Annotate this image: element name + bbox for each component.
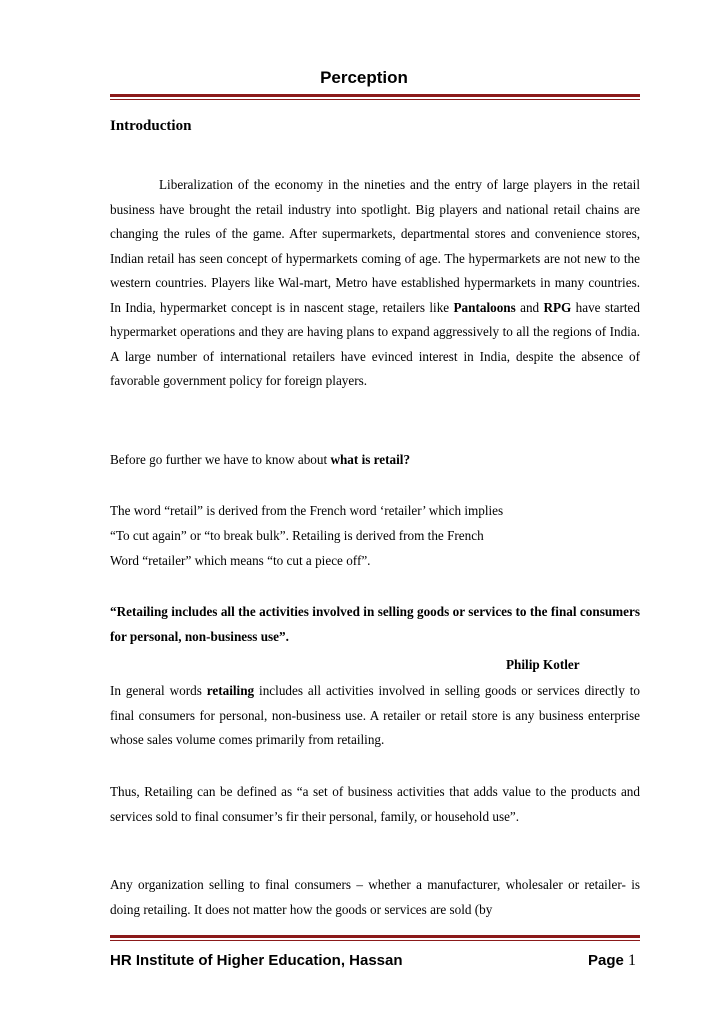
page-title: Perception — [320, 68, 408, 87]
kotler-quote: “Retailing includes all the activities involved in selling goods or services to the final consumers for personal, non-business use”. — [110, 604, 640, 644]
definition-line-3: Word “retailer” which means “to cut a piece off”. — [110, 553, 371, 568]
definition-line-2: “To cut again” or “to break bulk”. Retailing is derived from the French — [110, 528, 484, 543]
header-rule-thin — [110, 99, 640, 100]
organization-paragraph: Any organization selling to final consumers – whether a manufacturer, wholesaler or retailer- is doing retailing. It does not matter how the goods or services are sold (by — [110, 877, 640, 917]
footer-rule-thick — [110, 935, 640, 938]
general-paragraph: In general words retailing includes all activities involved in selling goods or services directly to final consumers for personal, non-business use. A retailer or retail store is any business enterprise whose sales volume comes primarily from retailing. — [110, 683, 640, 747]
thus-paragraph: Thus, Retailing can be defined as “a set of business activities that adds value to the products and services sold to final consumer’s fir their personal, family, or household use”. — [110, 784, 640, 824]
footer-institute: HR Institute of Higher Education, Hassan — [110, 952, 403, 969]
page-label: Page — [588, 952, 624, 969]
page-number: 1 — [628, 952, 637, 969]
pantaloons-text: Pantaloons — [453, 299, 516, 315]
intro-paragraph: Liberalization of the economy in the nineties and the entry of large players in the retail business have brought the retail industry into spotlight. Big players and national retail chains are changing the rules of the game. After supermarkets, departmental stores and convenience stores, Indian retail has seen concept of hypermarkets coming of age. The hypermarkets are not new to the western countries. Players like Wal-mart, Metro have established hypermarkets in many countries. In India, hypermarket concept is in nascent stage, retailers like Pantaloons and RPG have started hypermarket operations and they are having plans to expand aggressively to all the regions of India. A large number of international retailers have evinced interest in India, despite the absence of favorable government policy for foreign players. — [110, 177, 640, 388]
rpg-text: RPG — [543, 299, 572, 315]
section-heading: Introduction — [110, 118, 192, 134]
footer-rule-thin — [110, 940, 640, 941]
footer-page — [588, 952, 636, 970]
question-line: Before go further we have to know about what is retail? — [110, 452, 411, 467]
definition-line-1: The word “retail” is derived from the French word ‘retailer’ which implies — [110, 503, 504, 518]
quote-author: Philip Kotler — [506, 657, 580, 672]
header-rule-thick — [110, 94, 640, 97]
retailing-text: retailing — [206, 683, 255, 698]
